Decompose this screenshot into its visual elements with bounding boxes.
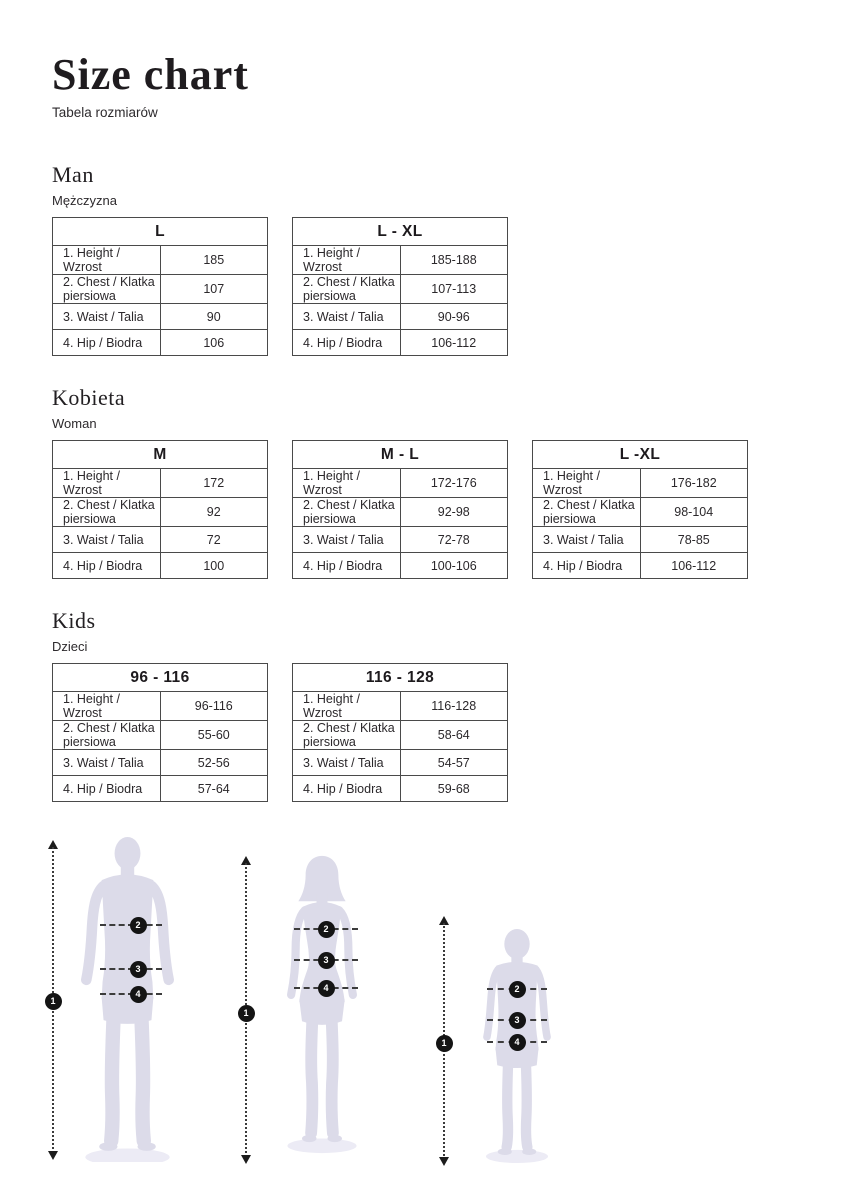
measure-label: 3. Waist / Talia — [533, 527, 641, 553]
section-kids — [52, 608, 848, 802]
kids-tables-row — [52, 663, 848, 802]
measure-label: 4. Hip / Biodra — [53, 553, 161, 579]
section-man-subheading: Mężczyzna — [52, 193, 118, 209]
child-waist-marker: 3 — [509, 1012, 526, 1029]
table-row — [293, 275, 508, 304]
measure-label: 2. Chest / Klatka piersiowa — [53, 721, 161, 750]
measure-value: 172-176 — [400, 469, 508, 498]
measure-label: 1. Height / Wzrost — [293, 246, 401, 275]
measure-value: 116-128 — [400, 692, 508, 721]
table-row — [53, 776, 268, 802]
man-hip-marker: 4 — [130, 986, 147, 1003]
measure-label: 2. Chest / Klatka piersiowa — [53, 275, 161, 304]
section-man — [52, 162, 848, 356]
measure-value: 78-85 — [640, 527, 748, 553]
size-table-title: 116 - 128 — [293, 664, 508, 692]
table-row — [293, 527, 508, 553]
size-table-kids-96-116 — [52, 663, 268, 802]
measure-label: 2. Chest / Klatka piersiowa — [293, 498, 401, 527]
measure-value: 96-116 — [160, 692, 268, 721]
measure-label: 2. Chest / Klatka piersiowa — [533, 498, 641, 527]
woman-tables-row — [52, 440, 848, 579]
size-table-woman-m — [52, 440, 268, 579]
measure-label: 3. Waist / Talia — [293, 304, 401, 330]
measure-value: 107 — [160, 275, 268, 304]
table-row — [53, 246, 268, 275]
size-table-title: M — [53, 441, 268, 469]
measure-label: 4. Hip / Biodra — [533, 553, 641, 579]
measure-label: 3. Waist / Talia — [53, 750, 161, 776]
section-woman-heading: Kobieta — [52, 385, 126, 411]
section-woman-subheading: Woman — [52, 416, 97, 432]
measure-label: 1. Height / Wzrost — [53, 246, 161, 275]
child-height-marker: 1 — [436, 1035, 453, 1052]
table-row — [53, 275, 268, 304]
section-kids-heading: Kids — [52, 608, 96, 634]
measure-value: 106-112 — [400, 330, 508, 356]
woman-height-marker: 1 — [238, 1005, 255, 1022]
measure-label: 4. Hip / Biodra — [293, 776, 401, 802]
woman-hip-marker: 4 — [318, 980, 335, 997]
measure-value: 92 — [160, 498, 268, 527]
measure-label: 2. Chest / Klatka piersiowa — [293, 721, 401, 750]
size-table-woman-l-xl — [532, 440, 748, 579]
measure-label: 1. Height / Wzrost — [533, 469, 641, 498]
size-table-title: L - XL — [293, 218, 508, 246]
measure-value: 92-98 — [400, 498, 508, 527]
measure-value: 176-182 — [640, 469, 748, 498]
woman-chest-marker: 2 — [318, 921, 335, 938]
measure-label: 1. Height / Wzrost — [293, 469, 401, 498]
table-row — [53, 304, 268, 330]
table-row — [293, 469, 508, 498]
table-row — [533, 553, 748, 579]
measure-value: 58-64 — [400, 721, 508, 750]
child-hip-marker: 4 — [509, 1034, 526, 1051]
measure-value: 98-104 — [640, 498, 748, 527]
arrow-down-icon — [241, 1155, 251, 1164]
section-woman — [52, 385, 848, 579]
measure-value: 106-112 — [640, 553, 748, 579]
measure-label: 3. Waist / Talia — [293, 527, 401, 553]
measure-value: 172 — [160, 469, 268, 498]
measure-value: 100-106 — [400, 553, 508, 579]
measure-label: 1. Height / Wzrost — [293, 692, 401, 721]
table-row — [53, 721, 268, 750]
measure-value: 59-68 — [400, 776, 508, 802]
measure-value: 185-188 — [400, 246, 508, 275]
table-row — [53, 498, 268, 527]
woman-waist-marker: 3 — [318, 952, 335, 969]
table-row — [53, 527, 268, 553]
size-table-woman-m-l — [292, 440, 508, 579]
size-table-kids-116-128 — [292, 663, 508, 802]
man-height-marker: 1 — [45, 993, 62, 1010]
section-kids-subheading: Dzieci — [52, 639, 88, 655]
measure-value: 52-56 — [160, 750, 268, 776]
size-table-man-l-xl — [292, 217, 508, 356]
man-tables-row — [52, 217, 848, 356]
table-row — [533, 498, 748, 527]
man-waist-marker: 3 — [130, 961, 147, 978]
measure-value: 100 — [160, 553, 268, 579]
man-silhouette — [70, 836, 185, 1162]
table-row — [293, 330, 508, 356]
measure-label: 3. Waist / Talia — [53, 304, 161, 330]
measure-value: 55-60 — [160, 721, 268, 750]
size-table-title: L -XL — [533, 441, 748, 469]
table-row — [53, 750, 268, 776]
measure-label: 4. Hip / Biodra — [293, 553, 401, 579]
size-table-title: 96 - 116 — [53, 664, 268, 692]
measure-value: 185 — [160, 246, 268, 275]
page-subtitle: Tabela rozmiarów — [52, 105, 158, 121]
measure-value: 54-57 — [400, 750, 508, 776]
measure-label: 4. Hip / Biodra — [293, 330, 401, 356]
section-man-heading: Man — [52, 162, 94, 188]
arrow-down-icon — [48, 1151, 58, 1160]
size-table-man-l — [52, 217, 268, 356]
measure-value: 72-78 — [400, 527, 508, 553]
table-row — [53, 330, 268, 356]
measure-label: 3. Waist / Talia — [293, 750, 401, 776]
arrow-down-icon — [439, 1157, 449, 1166]
measure-label: 4. Hip / Biodra — [53, 776, 161, 802]
measure-label: 3. Waist / Talia — [53, 527, 161, 553]
measure-value: 72 — [160, 527, 268, 553]
table-row — [533, 469, 748, 498]
table-row — [533, 527, 748, 553]
man-chest-marker: 2 — [130, 917, 147, 934]
table-row — [293, 553, 508, 579]
measurement-figures — [0, 828, 848, 1200]
table-row — [293, 304, 508, 330]
measure-label: 1. Height / Wzrost — [53, 692, 161, 721]
table-row — [53, 469, 268, 498]
table-row — [293, 750, 508, 776]
measure-value: 106 — [160, 330, 268, 356]
measure-label: 1. Height / Wzrost — [53, 469, 161, 498]
size-table-title: M - L — [293, 441, 508, 469]
table-row — [293, 776, 508, 802]
measure-label: 2. Chest / Klatka piersiowa — [293, 275, 401, 304]
table-row — [293, 721, 508, 750]
table-row — [293, 498, 508, 527]
measure-value: 90 — [160, 304, 268, 330]
child-chest-marker: 2 — [509, 981, 526, 998]
table-row — [53, 692, 268, 721]
measure-label: 2. Chest / Klatka piersiowa — [53, 498, 161, 527]
page-title: Size chart — [52, 50, 249, 99]
measure-value: 107-113 — [400, 275, 508, 304]
measure-value: 90-96 — [400, 304, 508, 330]
size-table-title: L — [53, 218, 268, 246]
measure-label: 4. Hip / Biodra — [53, 330, 161, 356]
measure-value: 57-64 — [160, 776, 268, 802]
table-row — [293, 246, 508, 275]
table-row — [53, 553, 268, 579]
woman-silhouette — [272, 854, 372, 1154]
table-row — [293, 692, 508, 721]
